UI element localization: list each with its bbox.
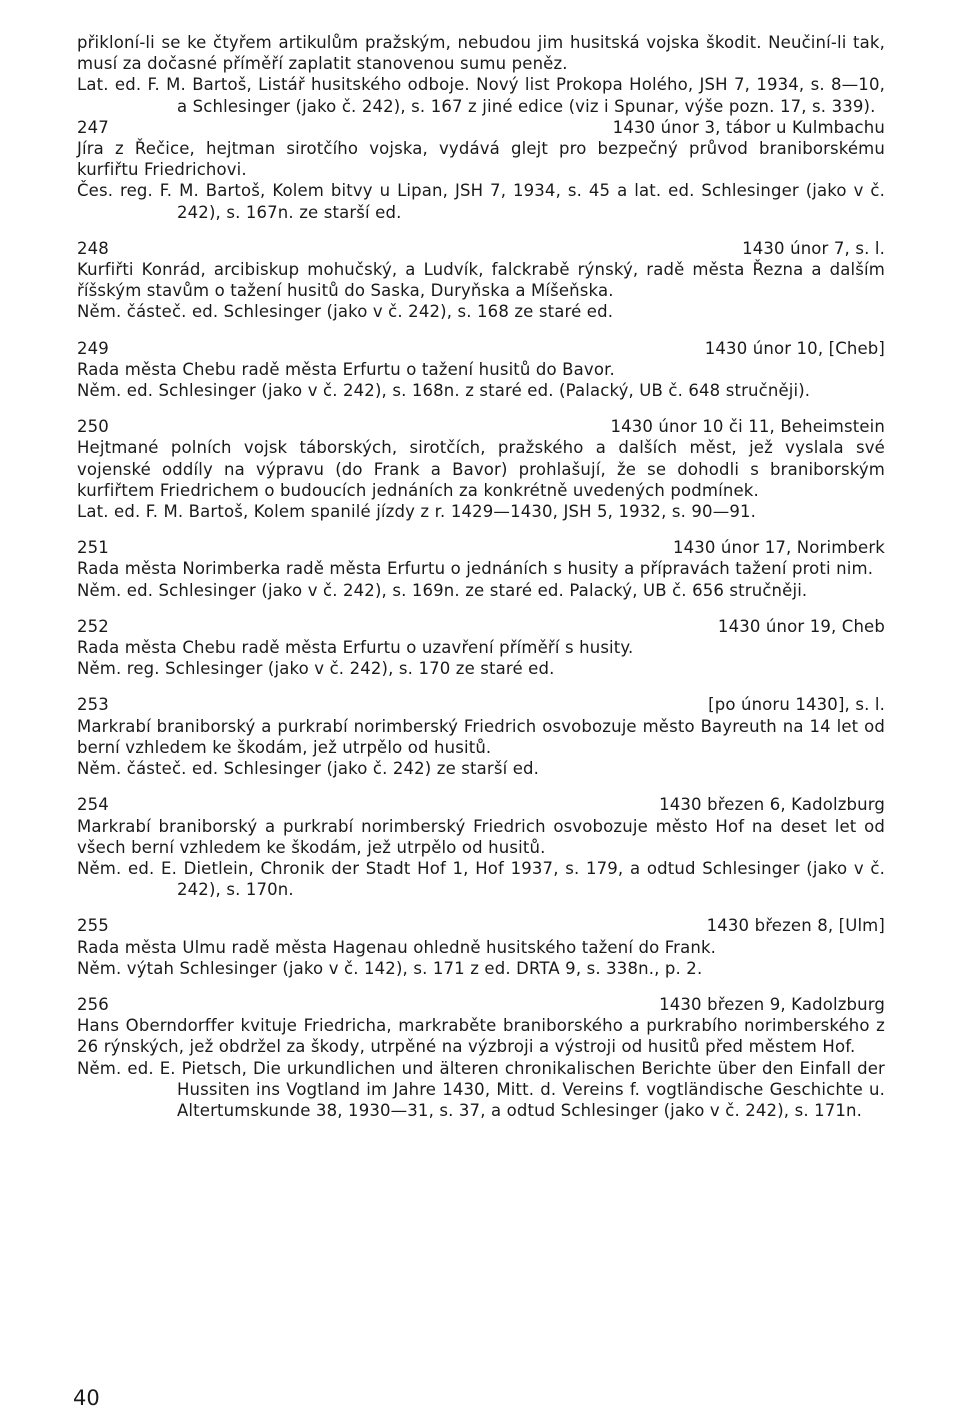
entry-source: Něm. částeč. ed. Schlesinger (jako č. 242) ze starší ed. [77,759,540,779]
entry-date-place: 1430 únor 17, Norimberk [672,538,885,558]
entry-number: 254 [77,795,109,815]
entry-number: 248 [77,238,109,258]
entry-source: Něm. výtah Schlesinger (jako v č. 142), s. 171 z ed. DRTA 9, s. 338n., p. 2. [77,958,703,978]
intro-text: přikloní-li se ke čtyřem artikulům pražským, nebudou jim husitská vojska škodit. Neučiní-li tak, musí za dočasné příměří zaplatit stanovenou sumu peněz. [77,33,885,74]
entry-regest: Rada města Chebu radě města Erfurtu o tažení husitů do Bavor. [77,359,615,379]
entry-date-place: 1430 únor 3, tábor u Kulmbachu [612,117,885,137]
entry-regest: Kurfiřti Konrád, arcibiskup mohučský, a Ludvík, falckrabě rýnský, radě města Řezna a dalším říšským stavům o tažení husitů do Saska, Duryňska a Míšeňska. [77,260,885,301]
entry-regest: Rada města Chebu radě města Erfurtu o uzavření příměří s husity. [77,638,634,658]
entry-regest: Markrabí braniborský a purkrabí norimberský Friedrich osvobozuje město Bayreuth na 14 let od berní vzhledem ke škodám, jež utrpělo od husitů. [77,716,885,757]
entry-header [77,537,885,558]
entry-header [77,994,885,1015]
regest-entry [77,338,885,402]
regest-entry [77,994,885,1121]
entry-date-place: 1430 únor 19, Cheb [717,616,885,636]
entry-date-place: [po únoru 1430], s. l. [708,695,885,715]
entry-header [77,238,885,259]
regest-entry [77,416,885,522]
entry-date-place: 1430 únor 7, s. l. [742,238,885,258]
entry-source: Něm. ed. E. Dietlein, Chronik der Stadt Hof 1, Hof 1937, s. 179, a odtud Schlesinger (jako v č. 242), s. 170n. [77,858,885,900]
entry-regest: Hans Oberndorffer kvituje Friedricha, markraběte braniborského a purkrabího norimberského z 26 rýnských, jež obdržel za škody, utrpěné na výzbroji a výstroji od husitů před městem Hof. [77,1016,885,1057]
entry-number: 256 [77,994,109,1014]
entry-source: Lat. ed. F. M. Bartoš, Kolem spanilé jízdy z r. 1429—1430, JSH 5, 1932, s. 90—91. [77,502,757,522]
document-page [77,32,885,1121]
regest-entry [77,694,885,779]
entry-source: Něm. částeč. ed. Schlesinger (jako v č. 242), s. 168 ze staré ed. [77,302,614,322]
entry-regest: Markrabí braniborský a purkrabí norimberský Friedrich osvobozuje město Hof na deset let od všech berní vzhledem ke škodám, jež utrpělo od husitů. [77,816,885,857]
entry-number: 255 [77,916,109,936]
entry-header [77,416,885,437]
entry-header [77,915,885,936]
entry-source: Něm. ed. Schlesinger (jako v č. 242), s. 168n. z staré ed. (Palacký, UB č. 648 stručněji). [77,381,811,401]
entry-header [77,117,885,138]
regest-entry [77,794,885,900]
entry-number: 247 [77,117,109,137]
regest-entry [77,616,885,680]
entry-regest: Rada města Ulmu radě města Hagenau ohledně husitského tažení do Frank. [77,937,717,957]
entry-header [77,338,885,359]
entry-source: Něm. reg. Schlesinger (jako v č. 242), s. 170 ze staré ed. [77,659,555,679]
regest-entry [77,915,885,979]
entry-date-place: 1430 březen 6, Kadolzburg [659,795,885,815]
entry-number: 253 [77,695,109,715]
entry-date-place: 1430 březen 8, [Ulm] [706,916,885,936]
regest-entry [77,537,885,601]
entry-number: 250 [77,417,109,437]
entry-source: Čes. reg. F. M. Bartoš, Kolem bitvy u Lipan, JSH 7, 1934, s. 45 a lat. ed. Schlesinger (jako v č. 242), s. 167n. ze starší ed. [77,181,885,222]
entry-header [77,694,885,715]
entries-list [77,117,885,1121]
entry-source: Něm. ed. Schlesinger (jako v č. 242), s. 169n. ze staré ed. Palacký, UB č. 656 stručněji. [77,580,808,600]
entry-regest: Jíra z Řečice, hejtman sirotčího vojska, vydává glejt pro bezpečný průvod braniborskému kurfiřtu Friedrichovi. [77,139,885,180]
entry-header [77,794,885,815]
regest-entry [77,117,885,223]
entry-date-place: 1430 únor 10 či 11, Beheimstein [610,417,885,437]
entry-header [77,616,885,637]
entry-source: Něm. ed. E. Pietsch, Die urkundlichen und älteren chronikalischen Berichte über den Einfall der Hussiten ins Vogtland im Jahre 1430, Mitt. d. Vereins f. vogtländische Geschichte u. Altertumskunde 38, 1930—31, s. 37, a odtud Schlesinger (jako v č. 242), s. 171n. [77,1058,885,1120]
intro-block [77,32,885,117]
entry-regest: Hejtmané polních vojsk táborských, sirotčích, pražského a dalších měst, jež vyslala své vojenské oddíly na výpravu (do Frank a Bavor) prohlašují, že se dohodli s braniborským kurfiřtem Friedrichem o budoucích jednáních za konkrétně uvedených podmínek. [77,438,885,500]
regest-entry [77,238,885,323]
entry-number: 251 [77,538,109,558]
page-number: 40 [73,1386,100,1410]
intro-source: Lat. ed. F. M. Bartoš, Listář husitského odboje. Nový list Prokopa Holého, JSH 7, 1934, s. 8—10, a Schlesinger (jako č. 242), s. 167 z jiné edice (viz i Spunar, výše pozn. 17, s. 339). [77,75,885,116]
entry-number: 249 [77,338,109,358]
entry-date-place: 1430 březen 9, Kadolzburg [659,994,885,1014]
entry-date-place: 1430 únor 10, [Cheb] [704,338,885,358]
entry-regest: Rada města Norimberka radě města Erfurtu o jednáních s husity a přípravách tažení proti nim. [77,559,874,579]
entry-number: 252 [77,616,109,636]
